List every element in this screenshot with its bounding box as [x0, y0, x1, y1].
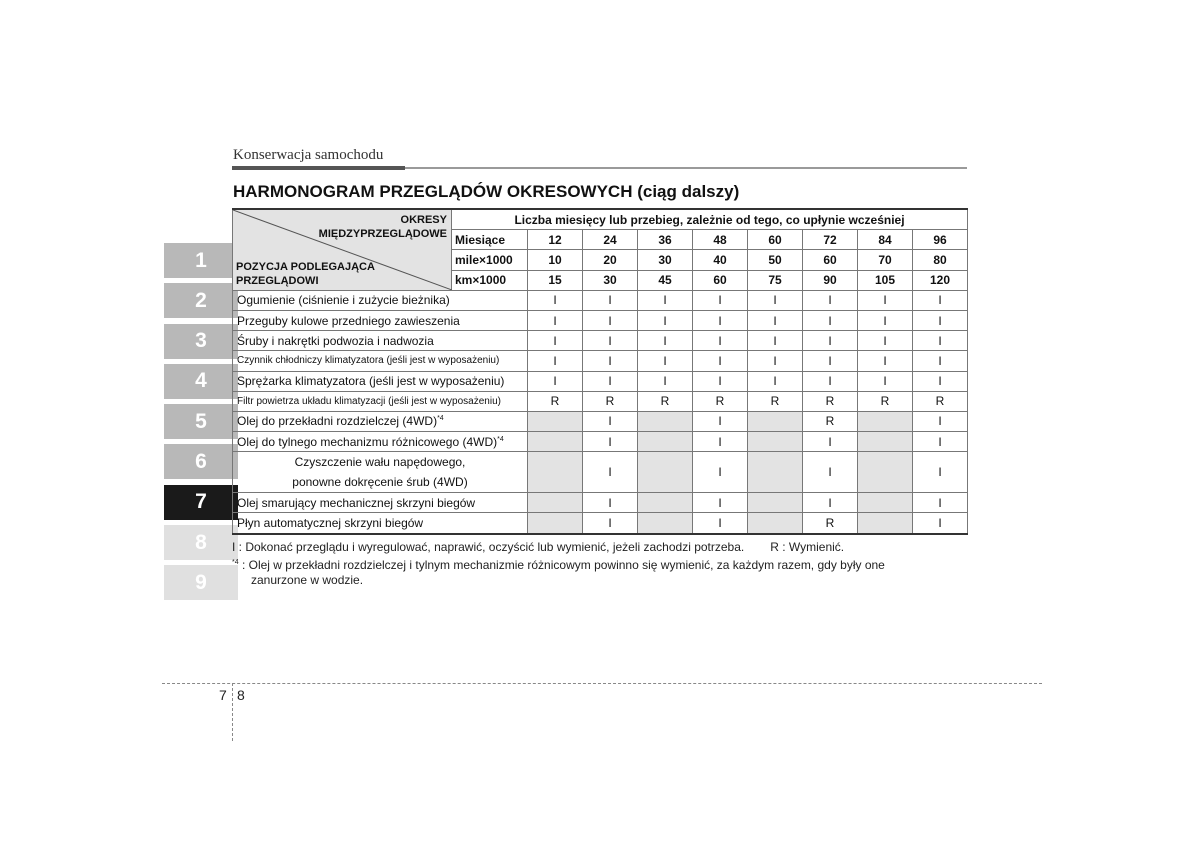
table-cell: R — [803, 411, 858, 431]
table-cell: R — [693, 391, 748, 411]
interval-unit-months: Miesiące — [452, 230, 528, 250]
table-cell: I — [583, 371, 638, 391]
table-cell: R — [583, 391, 638, 411]
table-cell: I — [528, 371, 583, 391]
chapter-tabs — [164, 243, 238, 606]
interval-value: 120 — [913, 270, 968, 290]
table-cell — [748, 432, 803, 452]
table-cell: I — [583, 331, 638, 351]
table-cell: I — [913, 432, 968, 452]
section-header: Konserwacja samochodu — [233, 147, 384, 163]
table-cell: I — [693, 432, 748, 452]
table-cell: I — [913, 290, 968, 310]
table-cell: I — [583, 411, 638, 431]
table-cell: I — [748, 310, 803, 330]
table-cell: I — [583, 493, 638, 513]
table-cell — [748, 452, 803, 493]
table-cell: I — [583, 452, 638, 493]
interval-header: Liczba miesięcy lub przebieg, zależnie od tego, co upłynie wcześniej — [452, 209, 968, 230]
footer-dashed-rule — [162, 683, 1042, 684]
table-row — [233, 411, 968, 431]
table-cell: R — [803, 391, 858, 411]
item-text-line-2: ponowne dokręcenie śrub (4WD) — [292, 475, 468, 490]
table-cell — [528, 513, 583, 534]
item-label — [233, 452, 528, 493]
table-cell: I — [693, 452, 748, 493]
table-cell: I — [528, 310, 583, 330]
item-text: Olej do przekładni rozdzielczej (4WD) — [237, 414, 438, 429]
chapter-tab-6[interactable]: 6 — [164, 444, 238, 479]
table-cell — [858, 493, 913, 513]
table-cell: I — [638, 371, 693, 391]
interval-value: 70 — [858, 250, 913, 270]
item-label: Olej smarujący mechanicznej skrzyni biegów — [233, 493, 528, 513]
item-label: Filtr powietrza układu klimatyzacji (jeśli jest w wyposażeniu) — [233, 391, 528, 411]
footnote-mark: *4 — [232, 559, 239, 566]
table-row — [233, 513, 968, 534]
table-cell: I — [913, 331, 968, 351]
interval-value: 48 — [693, 230, 748, 250]
interval-value: 105 — [858, 270, 913, 290]
chapter-tab-5[interactable]: 5 — [164, 404, 238, 439]
item-label: Śruby i nakrętki podwozia i nadwozia — [233, 331, 528, 351]
chapter-tab-8[interactable]: 8 — [164, 525, 238, 560]
table-cell: I — [913, 411, 968, 431]
footer-dashed-divider — [232, 683, 233, 741]
table-cell: I — [913, 513, 968, 534]
footer-page-number: 8 — [237, 687, 245, 703]
interval-value: 30 — [638, 250, 693, 270]
interval-value: 20 — [583, 250, 638, 270]
interval-value: 10 — [528, 250, 583, 270]
table-cell: I — [858, 371, 913, 391]
chapter-tab-3[interactable]: 3 — [164, 324, 238, 359]
item-label: Przeguby kulowe przedniego zawieszenia — [233, 310, 528, 330]
table-row — [233, 493, 968, 513]
table-cell — [528, 411, 583, 431]
table-cell: R — [748, 391, 803, 411]
footnote-line-2: zanurzone w wodzie. — [251, 573, 364, 587]
table-cell — [858, 452, 913, 493]
table-cell: I — [693, 513, 748, 534]
table-cell: R — [528, 391, 583, 411]
item-label: Czynnik chłodniczy klimatyzatora (jeśli jest w wyposażeniu) — [233, 351, 528, 371]
table-cell — [528, 493, 583, 513]
table-cell — [748, 493, 803, 513]
item-label — [233, 432, 528, 452]
table-cell: I — [913, 310, 968, 330]
table-cell — [528, 452, 583, 493]
footer-chapter-number: 7 — [219, 687, 227, 703]
chapter-tab-7[interactable]: 7 — [164, 485, 238, 520]
table-cell — [638, 452, 693, 493]
footnote-text: : Olej w przekładni rozdzielczej i tylnym mechanizmie różnicowym powinno się wymienić, za każdym razem, gdy były one — [238, 558, 885, 572]
interval-value: 72 — [803, 230, 858, 250]
table-cell — [638, 411, 693, 431]
table-cell: I — [858, 331, 913, 351]
interval-value: 90 — [803, 270, 858, 290]
table-cell: I — [803, 371, 858, 391]
chapter-tab-9[interactable]: 9 — [164, 565, 238, 600]
table-cell: I — [913, 351, 968, 371]
table-cell: I — [693, 290, 748, 310]
interval-value: 12 — [528, 230, 583, 250]
table-row — [233, 331, 968, 351]
interval-value: 50 — [748, 250, 803, 270]
table-cell: R — [638, 391, 693, 411]
table-cell: I — [858, 310, 913, 330]
table-corner-header — [233, 209, 452, 290]
table-row — [233, 310, 968, 330]
table-cell: I — [913, 371, 968, 391]
table-cell: I — [913, 452, 968, 493]
item-text: Olej do tylnego mechanizmu różnicowego (4WD) — [237, 434, 498, 449]
interval-value: 30 — [583, 270, 638, 290]
table-cell: I — [803, 351, 858, 371]
table-cell: I — [528, 290, 583, 310]
interval-value: 60 — [803, 250, 858, 270]
interval-value: 60 — [693, 270, 748, 290]
table-cell: R — [803, 513, 858, 534]
legend-line — [232, 540, 967, 555]
interval-value: 80 — [913, 250, 968, 270]
table-cell: I — [803, 331, 858, 351]
interval-value: 84 — [858, 230, 913, 250]
footnote-ref: *4 — [497, 435, 504, 443]
header-rule-dark — [232, 166, 405, 170]
chapter-tab-4[interactable]: 4 — [164, 364, 238, 399]
interval-unit-miles: mile×1000 — [452, 250, 528, 270]
table-cell: I — [583, 432, 638, 452]
chapter-tab-2[interactable]: 2 — [164, 283, 238, 318]
table-cell: I — [583, 290, 638, 310]
table-cell — [638, 513, 693, 534]
interval-value: 96 — [913, 230, 968, 250]
table-row — [233, 351, 968, 371]
table-cell: I — [693, 331, 748, 351]
table-cell: I — [583, 351, 638, 371]
table-row — [233, 432, 968, 452]
table-cell: I — [528, 351, 583, 371]
legend-replace: R : Wymienić. — [770, 540, 845, 554]
corner-label-intervals-2: MIĘDZYPRZEGLĄDOWE — [318, 228, 447, 240]
table-cell: I — [693, 351, 748, 371]
interval-value: 75 — [748, 270, 803, 290]
table-cell: I — [693, 371, 748, 391]
table-cell: I — [803, 452, 858, 493]
table-cell — [748, 411, 803, 431]
table-cell: I — [803, 493, 858, 513]
maintenance-schedule-table — [232, 208, 968, 535]
table-row — [233, 290, 968, 310]
footnote-ref: *4 — [437, 415, 444, 423]
table-cell: R — [858, 391, 913, 411]
table-cell: I — [638, 351, 693, 371]
interval-value: 36 — [638, 230, 693, 250]
table-row — [233, 371, 968, 391]
item-label: Płyn automatycznej skrzyni biegów — [233, 513, 528, 534]
table-cell: R — [913, 391, 968, 411]
table-cell: I — [803, 310, 858, 330]
table-cell: I — [748, 371, 803, 391]
table-cell: I — [693, 310, 748, 330]
header-rule-light — [405, 167, 967, 169]
table-cell: I — [913, 493, 968, 513]
table-row — [233, 391, 968, 411]
item-label: Sprężarka klimatyzatora (jeśli jest w wyposażeniu) — [233, 371, 528, 391]
table-cell: I — [858, 290, 913, 310]
table-cell — [858, 513, 913, 534]
notes — [232, 540, 967, 588]
interval-value: 24 — [583, 230, 638, 250]
table-cell — [638, 493, 693, 513]
table-cell: I — [748, 351, 803, 371]
item-label: Ogumienie (ciśnienie i zużycie bieżnika) — [233, 290, 528, 310]
table-cell: I — [748, 331, 803, 351]
table-cell: I — [583, 310, 638, 330]
corner-label-item-2: PRZEGLĄDOWI — [236, 274, 319, 287]
table-cell: I — [748, 290, 803, 310]
table-cell: I — [583, 513, 638, 534]
corner-label-intervals: OKRESY — [400, 214, 447, 226]
chapter-tab-1[interactable]: 1 — [164, 243, 238, 278]
item-text-line-1: Czyszczenie wału napędowego, — [294, 455, 466, 470]
legend-inspect: I : Dokonać przeglądu i wyregulować, naprawić, oczyścić lub wymienić, jeżeli zachodzi potrzeba. — [232, 540, 745, 554]
item-label — [233, 411, 528, 431]
table-row — [233, 452, 968, 493]
table-cell: I — [803, 432, 858, 452]
table-cell: I — [638, 310, 693, 330]
interval-value: 40 — [693, 250, 748, 270]
table-cell — [528, 432, 583, 452]
corner-label-item: POZYCJA PODLEGAJĄCA — [236, 260, 375, 273]
table-cell: I — [803, 290, 858, 310]
table-cell — [858, 411, 913, 431]
page-title: HARMONOGRAM PRZEGLĄDÓW OKRESOWYCH (ciąg dalszy) — [233, 182, 740, 201]
table-cell: I — [638, 331, 693, 351]
table-cell: I — [693, 411, 748, 431]
table-cell: I — [693, 493, 748, 513]
footnote-line-1 — [232, 555, 967, 573]
interval-value: 15 — [528, 270, 583, 290]
table-cell — [748, 513, 803, 534]
interval-value: 45 — [638, 270, 693, 290]
table-cell: I — [528, 331, 583, 351]
table-cell — [858, 432, 913, 452]
interval-unit-km: km×1000 — [452, 270, 528, 290]
table-cell: I — [858, 351, 913, 371]
table-cell: I — [638, 290, 693, 310]
interval-value: 60 — [748, 230, 803, 250]
table-cell — [638, 432, 693, 452]
